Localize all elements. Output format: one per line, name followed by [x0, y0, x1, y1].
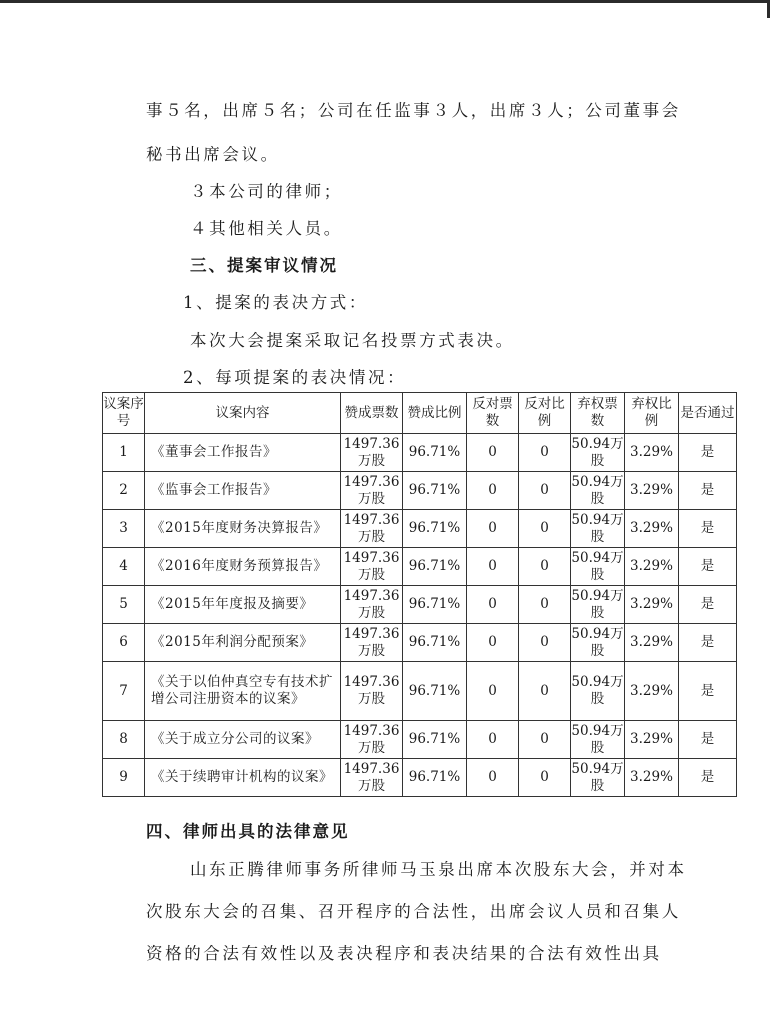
cell-yes-votes: 1497.36万股 — [341, 548, 403, 586]
cell-no-ratio: 0 — [519, 472, 571, 510]
cell-no-ratio: 0 — [519, 548, 571, 586]
cell-passed: 是 — [679, 624, 737, 662]
cell-content: 《2015年度财务决算报告》 — [145, 510, 341, 548]
header-cell: 赞成票数 — [341, 393, 403, 434]
cell-no-votes: 0 — [467, 624, 519, 662]
cell-yes-votes: 1497.36万股 — [341, 759, 403, 797]
table-row — [103, 434, 737, 472]
cell-no-votes: 0 — [467, 434, 519, 472]
cell-abstain-ratio: 3.29% — [625, 586, 679, 624]
cell-content: 《2015年年度报及摘要》 — [145, 586, 341, 624]
paragraph-line: 事５名，出席５名；公司在任监事３人，出席３人；公司董事会 — [146, 101, 681, 120]
cell-abstain-ratio: 3.29% — [625, 472, 679, 510]
cell-content: 《关于成立分公司的议案》 — [145, 721, 341, 759]
cell-passed: 是 — [679, 759, 737, 797]
section-heading: 四、律师出具的法律意见 — [146, 822, 350, 841]
cell-abstain-ratio: 3.29% — [625, 759, 679, 797]
cell-abstain-votes: 50.94万股 — [571, 624, 625, 662]
header-cell: 弃权票数 — [571, 393, 625, 434]
cell-abstain-ratio: 3.29% — [625, 662, 679, 721]
paragraph-line: 次股东大会的召集、召开程序的合法性，出席会议人员和召集人 — [146, 902, 681, 921]
cell-no: 1 — [103, 434, 145, 472]
cell-yes-votes: 1497.36万股 — [341, 586, 403, 624]
cell-abstain-votes: 50.94万股 — [571, 434, 625, 472]
cell-content: 《2015年利润分配预案》 — [145, 624, 341, 662]
cell-abstain-votes: 50.94万股 — [571, 510, 625, 548]
cell-no: 7 — [103, 662, 145, 721]
cell-yes-votes: 1497.36万股 — [341, 721, 403, 759]
cell-yes-ratio: 96.71% — [403, 624, 467, 662]
cell-abstain-ratio: 3.29% — [625, 548, 679, 586]
cell-content: 《2016年度财务预算报告》 — [145, 548, 341, 586]
table-row — [103, 759, 737, 797]
cell-no-votes: 0 — [467, 662, 519, 721]
cell-abstain-ratio: 3.29% — [625, 721, 679, 759]
paragraph-line: 秘书出席会议。 — [146, 145, 280, 164]
cell-passed: 是 — [679, 434, 737, 472]
cell-yes-ratio: 96.71% — [403, 548, 467, 586]
paragraph-line: 山东正腾律师事务所律师马玉泉出席本次股东大会，并对本 — [190, 860, 687, 879]
table-row — [103, 662, 737, 721]
cell-no-votes: 0 — [467, 472, 519, 510]
cell-abstain-votes: 50.94万股 — [571, 472, 625, 510]
cell-passed: 是 — [679, 586, 737, 624]
cell-yes-ratio: 96.71% — [403, 759, 467, 797]
cell-no: 4 — [103, 548, 145, 586]
cell-yes-votes: 1497.36万股 — [341, 662, 403, 721]
paragraph-line: 本次大会提案采取记名投票方式表决。 — [190, 331, 515, 350]
cell-no-ratio: 0 — [519, 721, 571, 759]
subheading: 1、提案的表决方式： — [183, 293, 368, 312]
header-cell: 弃权比例 — [625, 393, 679, 434]
cell-abstain-votes: 50.94万股 — [571, 548, 625, 586]
cell-passed: 是 — [679, 510, 737, 548]
cell-passed: 是 — [679, 662, 737, 721]
cell-yes-ratio: 96.71% — [403, 586, 467, 624]
subheading: 2、每项提案的表决情况： — [183, 368, 407, 387]
header-cell: 议案序号 — [103, 393, 145, 434]
table-row — [103, 624, 737, 662]
cell-abstain-votes: 50.94万股 — [571, 662, 625, 721]
cell-no-votes: 0 — [467, 721, 519, 759]
table-row — [103, 510, 737, 548]
header-cell: 反对票数 — [467, 393, 519, 434]
header-cell: 反对比例 — [519, 393, 571, 434]
cell-yes-votes: 1497.36万股 — [341, 434, 403, 472]
table-row — [103, 548, 737, 586]
cell-yes-ratio: 96.71% — [403, 434, 467, 472]
cell-no: 3 — [103, 510, 145, 548]
cell-no-votes: 0 — [467, 510, 519, 548]
cell-content: 《董事会工作报告》 — [145, 434, 341, 472]
cell-no: 8 — [103, 721, 145, 759]
cell-no-ratio: 0 — [519, 624, 571, 662]
list-item: ３本公司的律师； — [190, 182, 343, 201]
cell-passed: 是 — [679, 721, 737, 759]
cell-content: 《监事会工作报告》 — [145, 472, 341, 510]
table-header-row — [103, 393, 737, 434]
cell-no: 5 — [103, 586, 145, 624]
cell-yes-votes: 1497.36万股 — [341, 472, 403, 510]
cell-no-votes: 0 — [467, 586, 519, 624]
cell-no: 9 — [103, 759, 145, 797]
cell-yes-votes: 1497.36万股 — [341, 624, 403, 662]
table-row — [103, 472, 737, 510]
list-item: ４其他相关人员。 — [190, 219, 343, 238]
cell-no-ratio: 0 — [519, 662, 571, 721]
cell-no-votes: 0 — [467, 548, 519, 586]
cell-passed: 是 — [679, 548, 737, 586]
table-row — [103, 586, 737, 624]
cell-no: 6 — [103, 624, 145, 662]
cell-no-ratio: 0 — [519, 586, 571, 624]
cell-no-votes: 0 — [467, 759, 519, 797]
cell-yes-ratio: 96.71% — [403, 662, 467, 721]
header-cell: 是否通过 — [679, 393, 737, 434]
table-row — [103, 721, 737, 759]
cell-no-ratio: 0 — [519, 510, 571, 548]
cell-abstain-votes: 50.94万股 — [571, 759, 625, 797]
cell-abstain-ratio: 3.29% — [625, 434, 679, 472]
header-cell: 议案内容 — [145, 393, 341, 434]
cell-content: 《关于以伯仲真空专有技术扩增公司注册资本的议案》 — [145, 662, 341, 721]
cell-abstain-ratio: 3.29% — [625, 510, 679, 548]
cell-yes-votes: 1497.36万股 — [341, 510, 403, 548]
section-heading: 三、提案审议情况 — [190, 256, 338, 275]
cell-abstain-votes: 50.94万股 — [571, 586, 625, 624]
paragraph-line: 资格的合法有效性以及表决程序和表决结果的合法有效性出具 — [146, 944, 662, 963]
header-cell: 赞成比例 — [403, 393, 467, 434]
scan-top-edge — [0, 0, 770, 3]
cell-content: 《关于续聘审计机构的议案》 — [145, 759, 341, 797]
cell-yes-ratio: 96.71% — [403, 510, 467, 548]
cell-passed: 是 — [679, 472, 737, 510]
cell-abstain-ratio: 3.29% — [625, 624, 679, 662]
cell-yes-ratio: 96.71% — [403, 721, 467, 759]
cell-no-ratio: 0 — [519, 759, 571, 797]
cell-no-ratio: 0 — [519, 434, 571, 472]
cell-abstain-votes: 50.94万股 — [571, 721, 625, 759]
cell-yes-ratio: 96.71% — [403, 472, 467, 510]
voting-results-table — [102, 392, 737, 797]
cell-no: 2 — [103, 472, 145, 510]
